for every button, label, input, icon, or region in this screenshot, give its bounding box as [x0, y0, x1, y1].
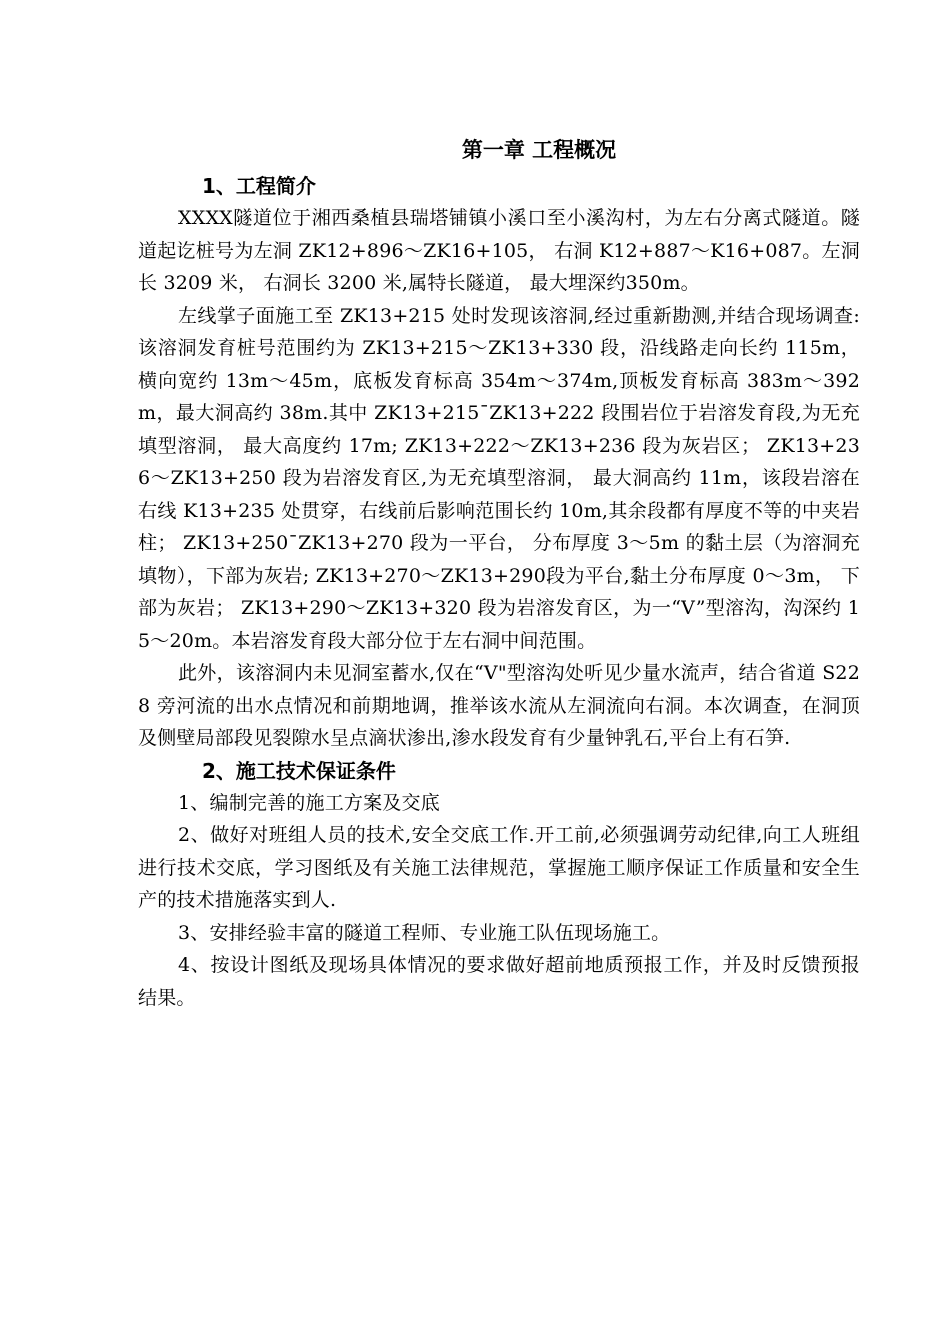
chapter-title: 第一章 工程概况: [461, 138, 617, 162]
section-heading-guarantee: 2、施工技术保证条件: [202, 758, 396, 783]
paragraph-tunnel-location: XXXX隧道位于湘西桑植县瑞塔铺镇小溪口至小溪沟村，为左右分离式隧道。隧道起讫桩号为左洞 ZK12+896～ZK16+105， 右洞 K12+887～K16+087。左洞长 3209 米， 右洞长 3200 米,属特长隧道， 最大埋深约350m。: [138, 207, 860, 294]
document-body: [138, 134, 860, 1014]
paragraph-cave-survey: 左线掌子面施工至 ZK13+215 处时发现该溶洞,经过重新勘测,并结合现场调查: 该溶洞发育桩号范围约为 ZK13+215～ZK13+330 段，沿线路走向长约 115m，横向宽约 13m～45m，底板发育标高 354m～374m,顶板发育标高 383m～392m，最大洞高约 38m.其中 ZK13+215¯ZK13+222 段围岩位于岩溶发育段,为无充填型溶洞， 最大高度约 17m; ZK13+222～ZK13+236 段为灰岩区； ZK13+236～ZK13+250 段为岩溶发育区,为无充填型溶洞， 最大洞高约 11m，该段岩溶在右线 K13+235 处贯穿，右线前后影响范围长约 10m,其余段都有厚度不等的中夹岩柱； ZK13+250¯ZK13+270 段为一平台， 分布厚度 3～5m 的黏土层（为溶洞充填物），下部为灰岩; ZK13+270～ZK13+290段为平台,黏土分布厚度 0～3m， 下部为灰岩； ZK13+290～ZK13+320 段为岩溶发育区，为一“V”型溶沟，沟深约 15～20m。本岩溶发育段大部分位于左右洞中间范围。: [138, 304, 860, 652]
section-heading-overview: 1、工程简介: [202, 174, 316, 198]
paragraph-water-observation: 此外，该溶洞内未见洞室蓄水,仅在“V"型溶沟处听见少量水流声，结合省道 S228 旁河流的出水点情况和前期地调，推举该水流从左洞流向右洞。本次调查，在洞顶及侧壁局部段见裂隙水呈点滴状渗出,渗水段发育有少量钟乳石,平台上有石笋.: [138, 662, 860, 749]
list-item-briefing: 2、做好对班组人员的技术,安全交底工作.开工前,必须强调劳动纪律,向工人班组进行技术交底，学习图纸及有关施工法律规范，掌握施工顺序保证工作质量和安全生产的技术措施落实到人.: [138, 824, 860, 911]
list-item-plan: 1、编制完善的施工方案及交底: [178, 791, 440, 814]
list-item-staffing: 3、安排经验丰富的隧道工程师、专业施工队伍现场施工。: [178, 921, 671, 944]
list-item-forecast: 4、按设计图纸及现场具体情况的要求做好超前地质预报工作，并及时反馈预报结果。: [138, 954, 860, 1009]
